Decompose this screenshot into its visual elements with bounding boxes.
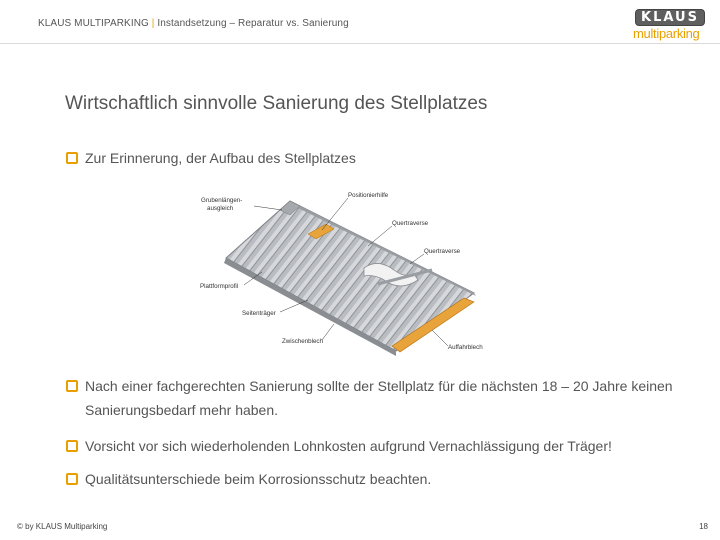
slide-header — [0, 0, 720, 44]
bullet-text: Qualitätsunterschiede beim Korrosionsschutz beachten. — [85, 471, 432, 487]
bullet-square-icon — [66, 440, 78, 452]
label-auffahrblech: Auffahrblech — [448, 344, 483, 351]
logo-box-text: KLAUS — [641, 10, 699, 25]
bullet-text: Vorsicht vor sich wiederholenden Lohnkosten aufgrund Vernachlässigung der Träger! — [85, 438, 612, 454]
label-quertraverse-2: Quertraverse — [424, 248, 461, 255]
footer-copyright: © by KLAUS Multiparking — [17, 522, 108, 531]
label-zwischenblech: Zwischenblech — [282, 338, 323, 345]
label-plattformprofil: Plattformprofil — [200, 283, 239, 290]
bullet-item — [66, 146, 696, 170]
bullet-square-icon — [66, 380, 78, 392]
bullet-text: Nach einer fachgerechten Sanierung sollte der Stellplatz für die nächsten 18 – 20 Jahre keinen Sanierungsbedarf mehr haben. — [85, 378, 673, 418]
bullet-item — [66, 434, 696, 458]
bullet-square-icon — [66, 473, 78, 485]
header-title — [38, 18, 349, 29]
logo-box — [635, 9, 705, 26]
slide-title: Wirtschaftlich sinnvolle Sanierung des Stellplatzes — [65, 93, 488, 114]
label-grubenlaengen: Grubenlängen- — [201, 197, 243, 204]
label-ausgleich: ausgleich — [207, 205, 234, 212]
header-brand: KLAUS MULTIPARKING — [38, 18, 149, 29]
parking-platform-diagram — [196, 186, 496, 356]
bullet-item — [66, 467, 696, 491]
header-subtitle: Instandsetzung – Reparatur vs. Sanierung — [157, 18, 349, 29]
header-separator: | — [151, 18, 155, 29]
logo-subtext: multiparking — [633, 26, 700, 41]
platform-illustration — [196, 186, 496, 356]
klaus-logo — [632, 9, 706, 43]
label-seitentraeger: Seitenträger — [242, 310, 276, 317]
bullet-text: Zur Erinnerung, der Aufbau des Stellplatzes — [85, 150, 356, 166]
bullet-square-icon — [66, 152, 78, 164]
page-number: 18 — [699, 522, 708, 531]
label-positionierhilfe: Positionierhilfe — [348, 192, 389, 199]
bullet-item — [66, 374, 696, 422]
label-quertraverse-1: Quertraverse — [392, 220, 429, 227]
